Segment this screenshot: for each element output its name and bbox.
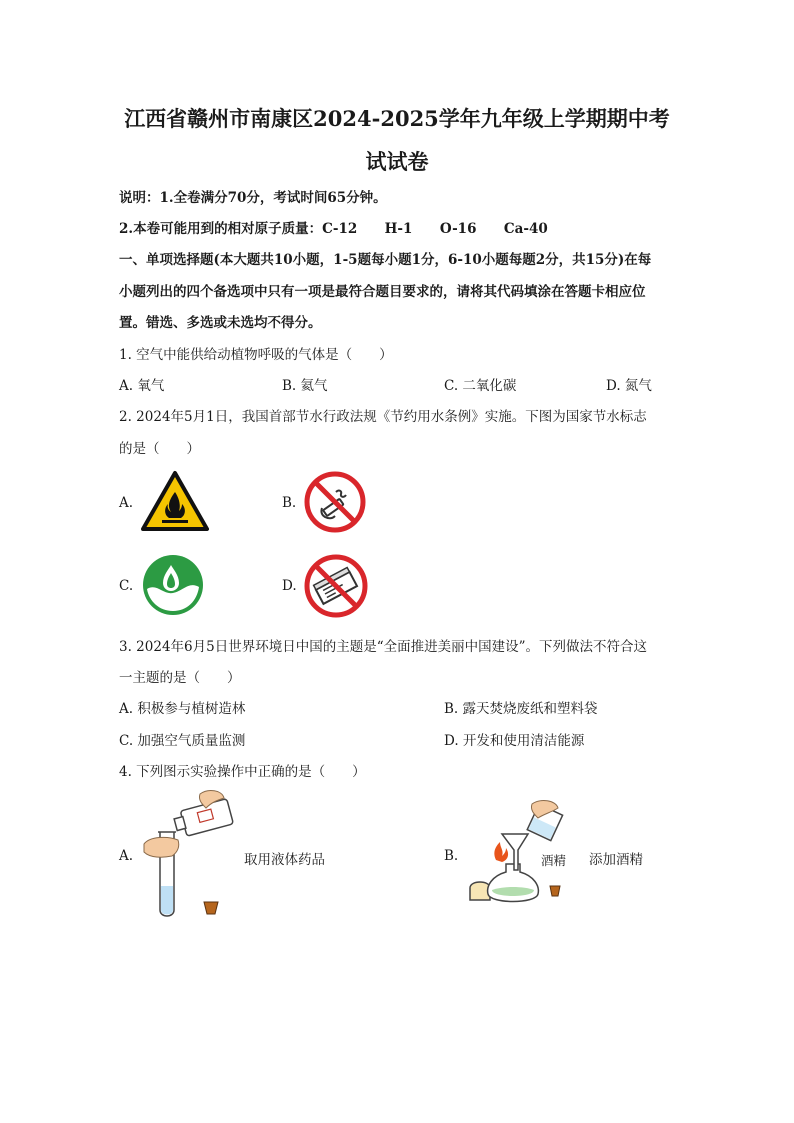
question-4-stem: 4. 下列图示实验操作中正确的是（ ） bbox=[119, 764, 366, 780]
no-fireworks-icon bbox=[303, 553, 369, 619]
pour-liquid-test-tube-illustration bbox=[138, 786, 238, 922]
question-3-option-d: D. 开发和使用清洁能源 bbox=[444, 733, 585, 749]
question-1-stem: 1. 空气中能供给动植物呼吸的气体是（ ） bbox=[119, 347, 393, 363]
question-3-stem-line-2: 一主题的是（ ） bbox=[119, 670, 241, 686]
question-2-option-b: B. bbox=[282, 495, 297, 511]
section-1-line-2: 小题列出的四个备选项中只有一项是最符合题目要求的，请将其代码填涂在答题卡相应位 bbox=[119, 284, 646, 300]
atomic-mass-c: 2.本卷可能用到的相对原子质量：C-12 bbox=[119, 221, 358, 237]
atomic-mass-h: H-1 bbox=[384, 221, 413, 237]
question-3-option-b: B. 露天焚烧废纸和塑料袋 bbox=[444, 701, 598, 717]
question-2-stem-line-2: 的是（ ） bbox=[119, 441, 200, 457]
question-1-option-c: C. 二氧化碳 bbox=[444, 378, 517, 394]
section-1-line-3: 置。错选、多选或未选均不得分。 bbox=[119, 315, 322, 331]
question-4-option-a-caption: 取用液体药品 bbox=[244, 852, 325, 868]
alcohol-label: 酒精 bbox=[541, 853, 567, 868]
exam-note-1: 说明：1.全卷满分70分，考试时间65分钟。 bbox=[119, 190, 387, 206]
atomic-mass-o: O-16 bbox=[439, 221, 477, 237]
question-3-option-a: A. 积极参与植树造林 bbox=[119, 701, 246, 717]
water-saving-icon bbox=[141, 553, 205, 617]
no-smoking-icon bbox=[303, 470, 367, 534]
question-2-option-d: D. bbox=[282, 578, 297, 594]
question-3-stem-line-1: 3. 2024年6月5日世界环境日中国的主题是“全面推进美丽中国建设”。下列做法不符合这 bbox=[119, 639, 648, 655]
question-4-option-a: A. bbox=[119, 848, 134, 864]
question-2-stem-line-1: 2. 2024年5月1日，我国首部节水行政法规《节约用水条例》实施。下图为国家节水标志 bbox=[119, 409, 647, 425]
exam-note-2 bbox=[119, 217, 548, 237]
page-title-line2: 试试卷 bbox=[365, 149, 429, 174]
page-title: 江西省赣州市南康区2024-2025学年九年级上学期期中考 bbox=[124, 106, 670, 131]
flammable-warning-icon bbox=[141, 470, 209, 532]
question-4-option-b: B. bbox=[444, 848, 459, 864]
question-1-option-d: D. 氮气 bbox=[606, 378, 652, 394]
question-2-option-a: A. bbox=[119, 495, 134, 511]
question-4-option-b-caption: 添加酒精 bbox=[589, 852, 643, 868]
atomic-mass-ca: Ca-40 bbox=[503, 221, 548, 237]
question-1-option-a: A. 氧气 bbox=[119, 378, 165, 394]
section-1-line-1: 一、单项选择题(本大题共10小题，1-5题每小题1分，6-10小题每题2分，共15分)在每 bbox=[119, 252, 652, 268]
question-2-option-c: C. bbox=[119, 578, 134, 594]
question-1-option-b: B. 氦气 bbox=[282, 378, 328, 394]
question-3-option-c: C. 加强空气质量监测 bbox=[119, 733, 246, 749]
